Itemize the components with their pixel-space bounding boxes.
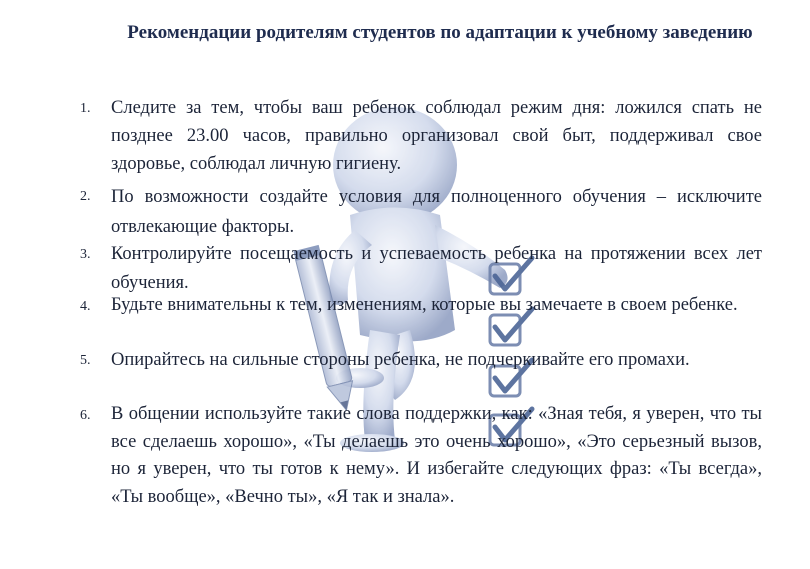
list-item-number: 3.: [80, 247, 91, 262]
list-item: [80, 401, 770, 551]
list-item-number: 6.: [80, 408, 91, 423]
page-title: Рекомендации родителям студентов по адаптации к учебному заведению: [127, 22, 753, 43]
list-item-text: Следите за тем, чтобы ваш ребенок соблюдал режим дня: ложился спать не позднее 23.00 часов, правильно организовал свой быт, поддерживал свое здоровье, соблюдал личную гигиену.: [111, 98, 762, 174]
list-item-text: Будьте внимательны к тем, изменениям, которые вы замечаете в своем ребенке.: [111, 295, 738, 315]
list-item-text: Опирайтесь на сильные стороны ребенка, не подчеркивайте его промахи.: [111, 350, 690, 370]
list-item-number: 1.: [80, 101, 91, 116]
list-item: [80, 94, 770, 182]
list-item-text: По возможности создайте условия для полноценного обучения – исключите отвлекающие факторы.: [111, 187, 762, 237]
list-item: [80, 292, 770, 346]
list-item-text: Контролируйте посещаемость и успеваемость ребенка на протяжении всех лет обучения.: [111, 244, 762, 293]
list-item: [80, 240, 770, 292]
list-item: [80, 182, 770, 240]
recommendations-list: [80, 94, 770, 551]
list-item-text: В общении используйте такие слова поддержки, как: «Зная тебя, я уверен, что ты все сделаешь хорошо», «Ты делаешь это очень хорошо», «Это серьезный вызов, но я уверен, что ты готов к нему». И избегайте следующих фраз: «Ты всегда», «Ты вообще», «Вечно ты», «Я так и знала».: [111, 404, 762, 507]
list-item-number: 2.: [80, 189, 91, 204]
list-item: [80, 346, 770, 401]
list-item-number: 4.: [80, 299, 91, 314]
list-item-number: 5.: [80, 353, 91, 368]
